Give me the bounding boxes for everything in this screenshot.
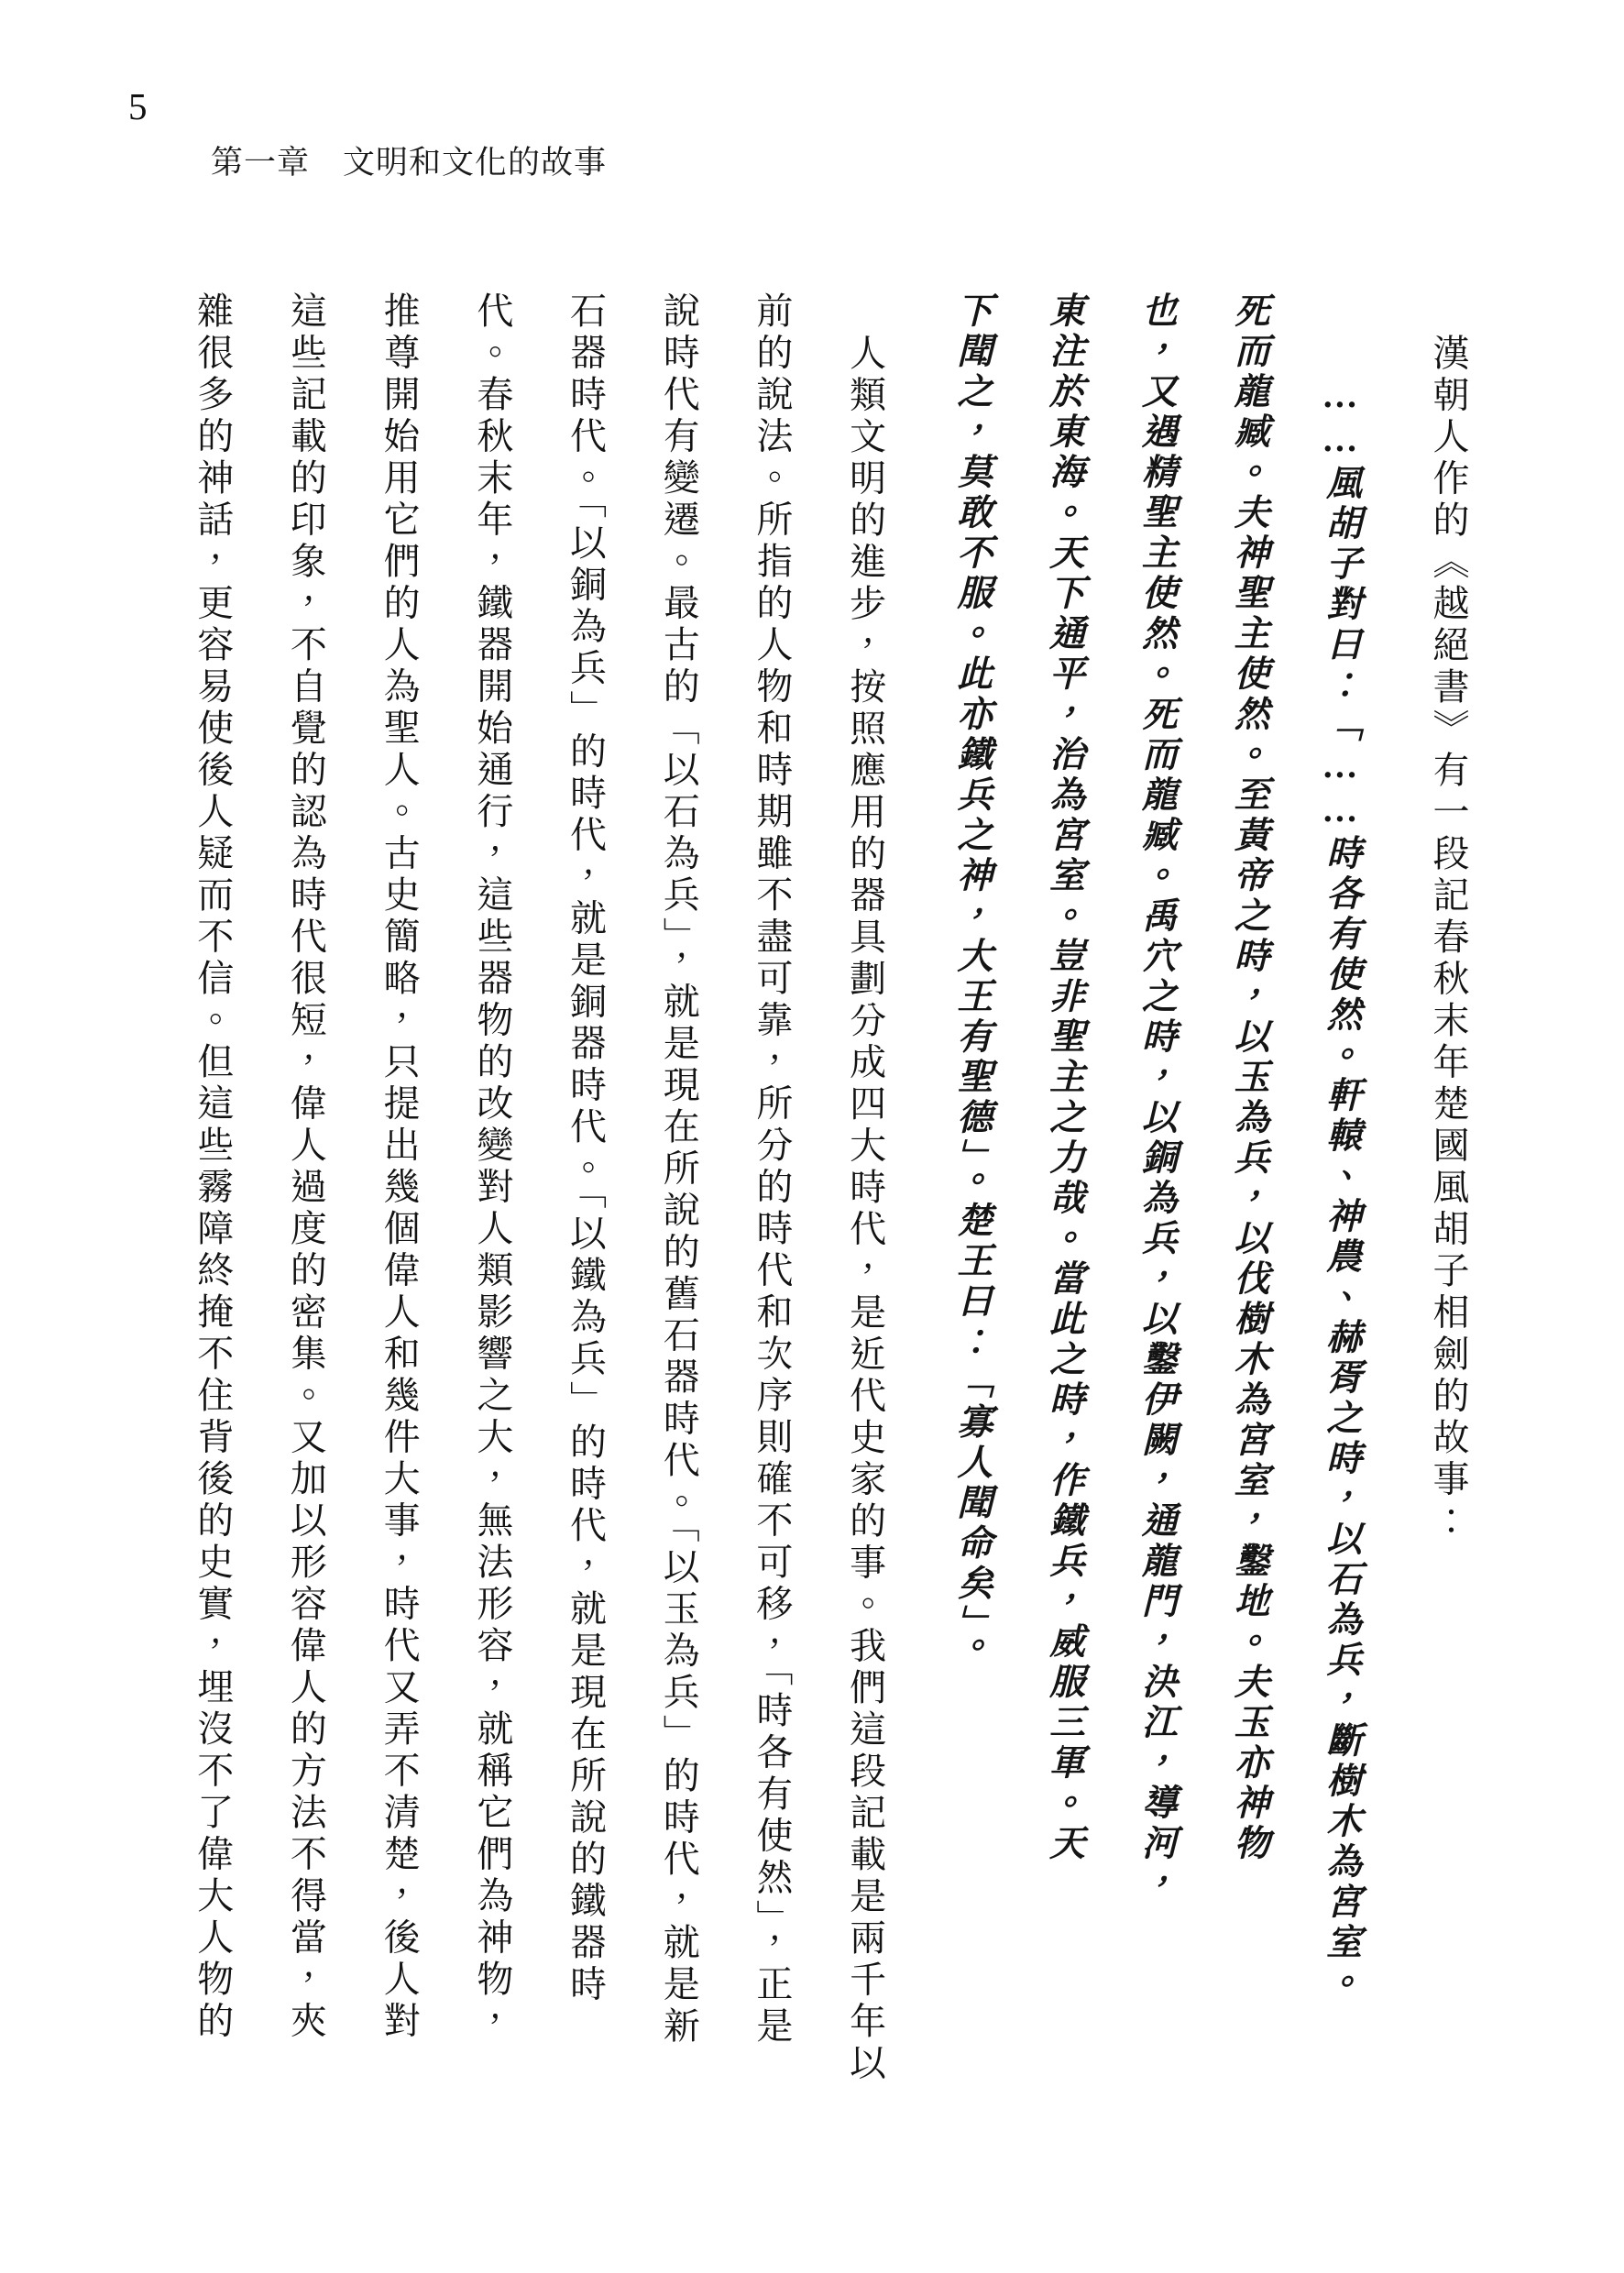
column-gap bbox=[883, 291, 898, 2134]
chapter-running-title: 第一章 文明和文化的故事 bbox=[211, 145, 608, 181]
body-column-3: 說時代有變遷。最古的「以石為兵」，就是現在所說的舊石器時代。「以玉為兵」的時代，就是新 bbox=[657, 291, 700, 2048]
quote-column-5: 下聞之，莫敢不服。此亦鐵兵之神，大王有聖德」。楚王曰：「寡人聞命矣」。 bbox=[951, 291, 992, 1667]
column-gap bbox=[1359, 291, 1374, 2134]
body-column-8: 雜很多的神話，更容易使後人疑而不信。但這些霧障終掩不住背後的史實，埋沒不了偉大人物的 bbox=[191, 291, 234, 2043]
body-column-4: 石器時代。「以銅為兵」的時代，就是銅器時代。「以鐵為兵」的時代，就是現在所說的鐵器時 bbox=[564, 291, 607, 2006]
running-head bbox=[128, 85, 1457, 189]
page-number: 5 bbox=[128, 85, 148, 127]
body-column-7: 這些記載的印象，不自覺的認為時代很短，偉人過度的密集。又加以形容偉人的方法不得當，夾 bbox=[284, 291, 327, 2043]
body-column-1: 人類文明的進步，按照應用的器具劃分成四大時代，是近代史家的事。我們這段記載是兩千年以 bbox=[843, 334, 886, 2085]
quote-column-1: ……風胡子對曰：「……時各有使然。軒轅、神農、赫胥之時，以石為兵，斷樹木為宮室。 bbox=[1321, 376, 1361, 2004]
quote-column-3: 也，又遇精聖主使然。死而龍臧。禹穴之時，以銅為兵，以鑿伊闕，通龍門，決江，導河， bbox=[1136, 291, 1177, 1905]
body-column-5: 代。春秋末年，鐵器開始通行，這些器物的改變對人類影響之大，無法形容，就稱它們為神物， bbox=[470, 291, 513, 2043]
body-column-2: 前的說法。所指的人物和時期雖不盡可靠，所分的時代和次序則確不可移，「時各有使然」，正是 bbox=[750, 291, 793, 2048]
quote-column-2: 死而龍臧。夫神聖主使然。至黃帝之時，以玉為兵，以伐樹木為宮室，鑿地。夫玉亦神物 bbox=[1229, 291, 1269, 1864]
quote-column-4: 東注於東海。天下通平，治為宮室。豈非聖主之力哉。當此之時，作鐵兵，威服三軍。天 bbox=[1044, 291, 1084, 1864]
body-column-6: 推尊開始用它們的人為聖人。古史簡略，只提出幾個偉人和幾件大事，時代又弄不清楚，後人對 bbox=[378, 291, 421, 2043]
intro-paragraph-column: 漢朝人作的《越絕書》有一段記春秋末年楚國風胡子相劍的故事： bbox=[1427, 334, 1469, 1543]
vertical-text-block bbox=[137, 291, 1469, 2134]
